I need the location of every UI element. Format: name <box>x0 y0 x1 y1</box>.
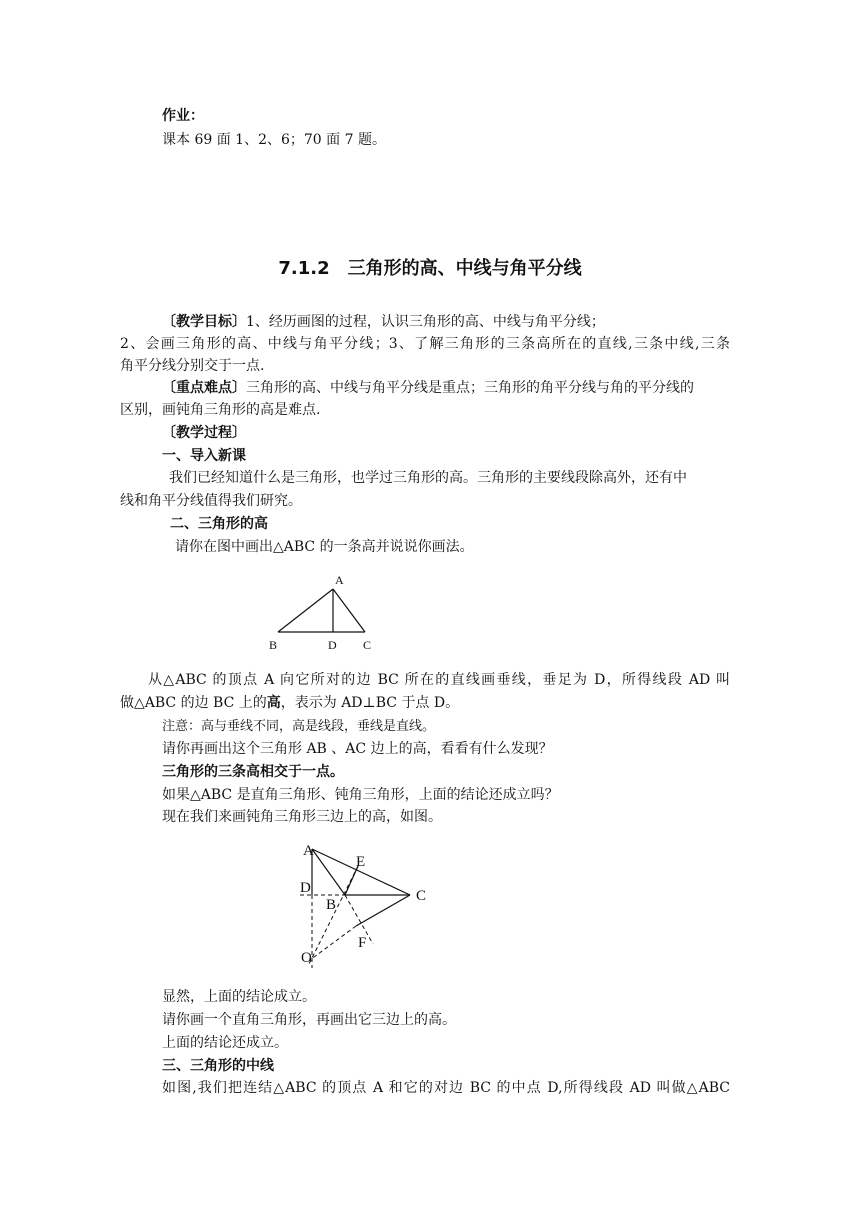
altitude-note: 注意：高与垂线不同，高是线段，垂线是直线。 <box>162 719 436 734</box>
altitude-def-bold: 高 <box>266 695 281 711</box>
altitude-def-b: ，表示为 AD⊥BC 于点 D。 <box>280 695 460 711</box>
altitude-ask: 请你再画出这个三角形 AB 、AC 边上的高，看看有什么发现？ <box>162 741 553 757</box>
objectives-line2: 2、会画三角形的高、中线与角平分线；3、了解三角形的三条高所在的直线,三条中线,三条 <box>120 336 730 352</box>
altitude-now: 现在我们来画钝角三角形三边上的高，如图。 <box>162 809 442 825</box>
keypoints-text1: 三角形的高、中线与角平分线是重点；三角形的角平分线与角的平分线的 <box>246 380 694 396</box>
fig1-label-d: D <box>328 638 337 652</box>
altitude-holds: 上面的结论还成立。 <box>162 1035 288 1051</box>
fig1-side-ab <box>278 589 333 632</box>
objectives-label: 〔教学目标〕 <box>162 314 246 330</box>
fig2-label-d: D <box>300 880 311 896</box>
keypoints-line1 <box>162 379 694 397</box>
fig1-label-a: A <box>335 573 344 587</box>
altitude-prompt: 请你在图中画出△ABC 的一条高并说说你画法。 <box>175 539 474 555</box>
fig2-label-o: O <box>301 950 312 966</box>
keypoints-label: 〔重点难点〕 <box>162 380 246 396</box>
altitude-obvious: 显然，上面的结论成立。 <box>162 989 316 1005</box>
altitude-question: 如果△ABC 是直角三角形、钝角三角形，上面的结论还成立吗？ <box>162 787 559 803</box>
objectives-text1: 1、经历画图的过程，认识三角形的高、中线与角平分线； <box>246 314 605 330</box>
fig2-label-f: F <box>358 935 367 951</box>
fig2-dash-eb-ext <box>308 866 358 966</box>
intro-line1: 我们已经知道什么是三角形，也学过三角形的高。三角形的主要线段除高外，还有中 <box>169 470 687 486</box>
fig1-label-c: C <box>363 638 372 652</box>
fig2-label-e: E <box>356 854 366 870</box>
median-heading: 三、三角形的中线 <box>162 1058 274 1074</box>
fig2-dash-cf-ext <box>310 926 356 960</box>
fig2-label-b: B <box>326 897 337 913</box>
fig2-side-ab <box>312 849 345 895</box>
objectives-line3: 角平分线分别交于一点. <box>120 358 265 374</box>
altitude-def-line2 <box>120 694 459 712</box>
fig1-label-b: B <box>269 638 278 652</box>
keypoints-line2: 区别，画钝角三角形的高是难点. <box>120 402 321 418</box>
altitude-def-a: 做△ABC 的边 BC 上的 <box>120 695 267 711</box>
fig2-label-c: C <box>416 888 427 904</box>
intro-line2: 线和角平分线值得我们研究。 <box>120 493 302 509</box>
altitude-draw-right: 请你画一个直角三角形，再画出它三边上的高。 <box>162 1012 456 1028</box>
fig1-side-ac <box>333 589 365 632</box>
intro-heading: 一、导入新课 <box>162 448 246 464</box>
process-label: 〔教学过程〕 <box>162 425 246 441</box>
fig2-label-a: A <box>303 843 314 859</box>
homework-text: 课本 69 面 1、2、6；70 面 7 题。 <box>162 132 386 148</box>
altitude-conclusion: 三角形的三条高相交于一点。 <box>162 764 344 780</box>
altitude-def-line1: 从△ABC 的顶点 A 向它所对的边 BC 所在的直线画垂线，垂足为 D，所得线段 AD 叫 <box>148 672 730 688</box>
objectives-line1 <box>162 313 605 331</box>
median-line1: 如图,我们把连结△ABC 的顶点 A 和它的对边 BC 的中点 D,所得线段 AD 叫做△ABC <box>162 1080 730 1096</box>
fig2-altitude-cf <box>356 895 410 926</box>
section-title: 7.1.2 三角形的高、中线与角平分线 <box>278 258 582 279</box>
altitude-heading: 二、三角形的高 <box>170 516 268 532</box>
homework-heading: 作业： <box>162 108 204 124</box>
